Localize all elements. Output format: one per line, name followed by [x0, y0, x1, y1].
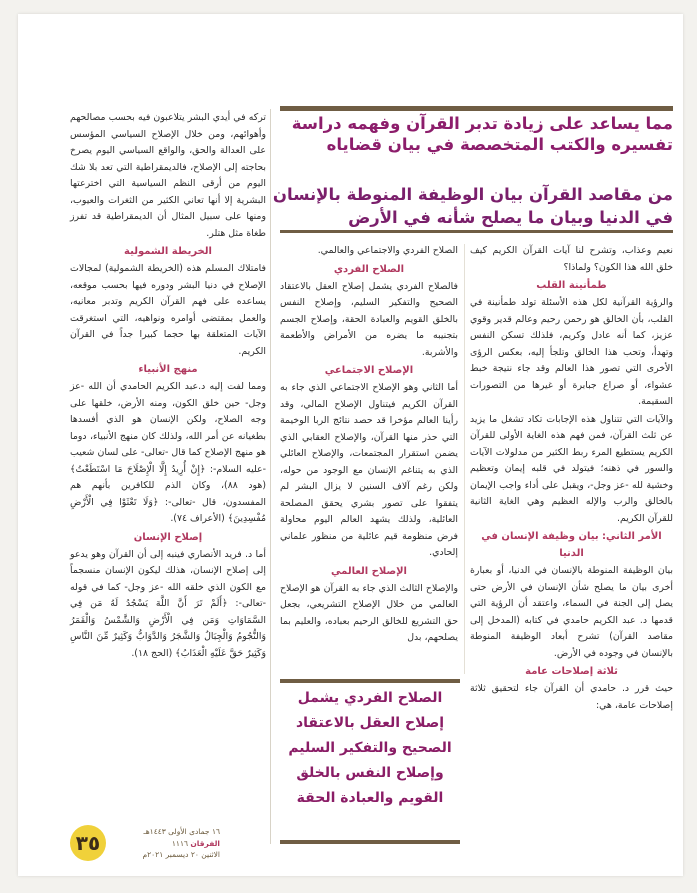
section-heading: منهج الأنبياء: [138, 364, 198, 375]
magazine-page: [18, 14, 683, 876]
pull-quote-line: الصحيح والتفكير السليم: [288, 740, 452, 756]
section-heading: الإصلاح الاجتماعي: [324, 365, 414, 376]
column-divider: [270, 109, 271, 844]
pull-quote-line: وإصلاح النفس بالخلق: [296, 765, 444, 781]
article-subtitle: [272, 183, 673, 241]
section-heading: الأمر الثاني: بيان وظيفة الإنسان في الدنيا: [481, 531, 662, 559]
paragraph: فالصلاح الفردي يشمل إصلاح العقل بالاعتقاد الصحيح والتفكير السليم، وإصلاح النفس بالخلق القويم والعبادة الحقة، وإصلاح الجسم بتجنيبه ما يضره من الأمراض والأطعمة والأشربة.: [280, 280, 458, 358]
subtitle-line-1: من مقاصد القرآن بيان الوظيفة المنوطة بالإنسان: [272, 185, 673, 204]
paragraph: حيث قرر د. حامدي أن القرآن جاء لتحقيق ثلاثة إصلاحات عامة، هي:: [470, 683, 673, 711]
paragraph: الصلاح الفردي والاجتماعي والعالمي.: [317, 245, 458, 256]
title-line-1: مما يساعد على زيادة تدبر القرآن وفهمه دراسة: [291, 114, 673, 133]
section-heading: الصلاح الفردي: [333, 263, 405, 275]
section-heading: إصلاح الإنسان: [133, 531, 203, 543]
page-number: ٣٥: [70, 825, 106, 861]
paragraph: فامتلاك المسلم هذه (الخريطة الشمولية) لمجالات الإصلاح في دنيا البشر ودوره فيها بحسب موقعه، يساعده على فهم القرآن الكريم وتدبر معانيه، والعمل بمقتضى أوامره ونواهيه، التي استغرقت الآيات المتعلقة بها حجما كبيرا جداً في القرآن الكريم.: [70, 263, 266, 357]
pull-quote-line: القويم والعبادة الحقة: [296, 790, 444, 806]
text-column-middle: [280, 243, 458, 673]
paragraph: تركه في أيدي البشر يتلاعبون فيه بحسب مصالحهم وأهوائهم، ومن خلال الإصلاح السياسي المؤسس على العدالة والحق، والواقع السياسي اليوم يصرخ بحاجته إلى الإصلاح، فالديمقراطية التي تعد بلا شك اليوم من أرقى النظم السياسية التي اخترعتها البشرية إلا أنها تعاني الكثير من الثغرات والعيوب، ومنها على سبيل المثال أن الديمقراطية قد تفرز طغاة مثل هتلر.: [70, 112, 266, 239]
pull-quote: [280, 679, 460, 844]
section-heading: ثلاثة إصلاحات عامة: [525, 666, 618, 677]
paragraph: ومما لفت إليه د.عبد الكريم الحامدي أن الله -عز وجل- حين خلق الكون، ومنه الأرض، خلقها على وجه الصلاح، ولكن الإنسان هو الذي أفسدها بطغيانه عن أمر الله، ولذلك كان منهج الأنبياء، دوما هو منهج الإصلاح كما قال -تعالى- على لسان شعيب -عليه السلام-: ﴿إِنْ أُرِيدُ إِلَّا الْإِصْلَاحَ مَا اسْتَطَعْتُ﴾ (هود ٨٨)، وكان الذم للكافرين بأنهم هم المفسدون، قال -تعالى-: ﴿وَلَا تَعْثَوْا فِي الْأَرْضِ مُفْسِدِينَ﴾ (الأعراف ٧٤).: [70, 381, 266, 524]
pull-quote-line: الصلاح الفردي يشمل: [297, 690, 443, 706]
paragraph: أما د. فريد الأنصاري فينبه إلى أن القرآن وهو يدعو إلى إصلاح الإنسان، هذلك ليكون الإنسان منسجماً مع الكون الذي خلقه الله -عز وجل- كما في قوله -تعالى-: ﴿أَلَمْ تَرَ أَنَّ اللَّهَ يَسْجُدُ لَهُ مَن فِي السَّمَاوَاتِ وَمَن فِي الْأَرْضِ وَالشَّمْسُ وَالْقَمَرُ وَالنُّجُومُ وَالْجِبَالُ وَالشَّجَرُ وَالدَّوَابُّ وَكَثِيرٌ مِّنَ النَّاسِ وَكَثِيرٌ حَقَّ عَلَيْهِ الْعَذَابُ﴾ (الحج ١٨).: [70, 548, 266, 659]
paragraph: أما الثاني وهو الإصلاح الاجتماعي الذي جاء به القرآن الكريم فيتناول الإصلاح المالي، وقد رأينا العالم مؤخرا قد حصد نتائج الربا الوخيمة التي حذر منها القرآن، والإصلاح العقابي الذي يضمن استقرار المجتمعات، والإصلاح العائلي الذي به يتناغم الإنسان مع الوجود من حوله، ولكن رغم آلاف السنين لا يزال البشر لم يتفقوا على تصور بشري يحقق المصلحة العائلية، ولذلك يشهد العالم اليوم محاولة فرض منظومة قيم عائلية من منظور علماني إلحادي.: [280, 382, 458, 558]
hijri-date: ١٦ جمادى الأولى ١٤٤٣هـ: [143, 827, 220, 836]
subtitle-rule: [280, 230, 673, 233]
paragraph: والإصلاح الثالث الذي جاء به القرآن هو الإصلاح العالمي من خلال الإصلاح التشريعي، بجعل حق التشريع للخالق الرحيم بعباده، والعليم بما يصلحهم، بدل: [280, 582, 458, 643]
section-heading: الخريطة الشمولية: [124, 246, 212, 257]
section-heading: الإصلاح العالمي: [331, 565, 407, 577]
paragraph: والآيات التي تتناول هذه الإجابات تكاد تشغل ما يزيد عن ثلث القرآن، فمن فهم هذه الغاية الأولى للقرآن الكريم يستطيع المرء ربط الكثير من مدلولات الآيات والسور في ذهنه؛ فيتولد في قلبه إيمان وتعظيم وخشية لله -عز وجل-، ويقبل على أداء واجب الإيمان بالخالق والرب والإله العظيم وهي الغاية الثانية للقرآن الكريم.: [470, 413, 673, 524]
issue-number: ١١١٦: [171, 838, 189, 848]
paragraph: بيان الوظيفة المنوطة بالإنسان في الدنيا، أو بعبارة أخرى بيان ما يصلح شأن الإنسان في الأرض حتى يصل إلى الجنة في السماء، واعتقد أن الرؤية التي قدمها د. عبد الكريم حامدي في كتابه (المدخل إلى مقاصد القرآن) تشرح أبعاد الوظيفة المنوطة بالإنسان في وجوده في الأرض.: [470, 565, 673, 659]
article-title: [280, 106, 673, 156]
text-column-right: [470, 243, 673, 848]
section-heading: طمأنينة القلب: [536, 280, 607, 291]
gregorian-date: الاثنين ٢٠ ديسمبر ٢٠٢١م: [142, 850, 220, 859]
magazine-name: الفرقان: [190, 838, 220, 848]
paragraph: والرؤية القرآنية لكل هذه الأسئلة تولد طمأنينة في القلب، بأن الخالق هو رحمن رحيم وعالم قدير وقوي عزيز، كما أنه عادل وكريم، فلذلك تسكن النفس وتهدأ، وتحب هذا الخالق وتلجأ إليه، بعكس الرؤى الأخرى التي تصور هذا العالم وقد جاء نتيجة خبط عشواء، أو صراع جبابرة أو غيرها من التصورات السقيمة.: [470, 297, 673, 407]
issue-info: [110, 826, 220, 862]
column-divider: [464, 244, 465, 674]
text-column-left: [70, 110, 266, 810]
pull-quote-line: إصلاح العقل بالاعتقاد: [295, 715, 445, 731]
title-line-2: تفسيره والكتب المتخصصة في بيان قضاياه: [326, 135, 673, 154]
paragraph: نعيم وعذاب، وتشرح لنا آيات القرآن الكريم كيف خلق الله هذا الكون؟ ولماذا؟: [470, 245, 673, 273]
subtitle-line-2: في الدنيا وبيان ما يصلح شأنه في الأرض: [348, 208, 673, 227]
